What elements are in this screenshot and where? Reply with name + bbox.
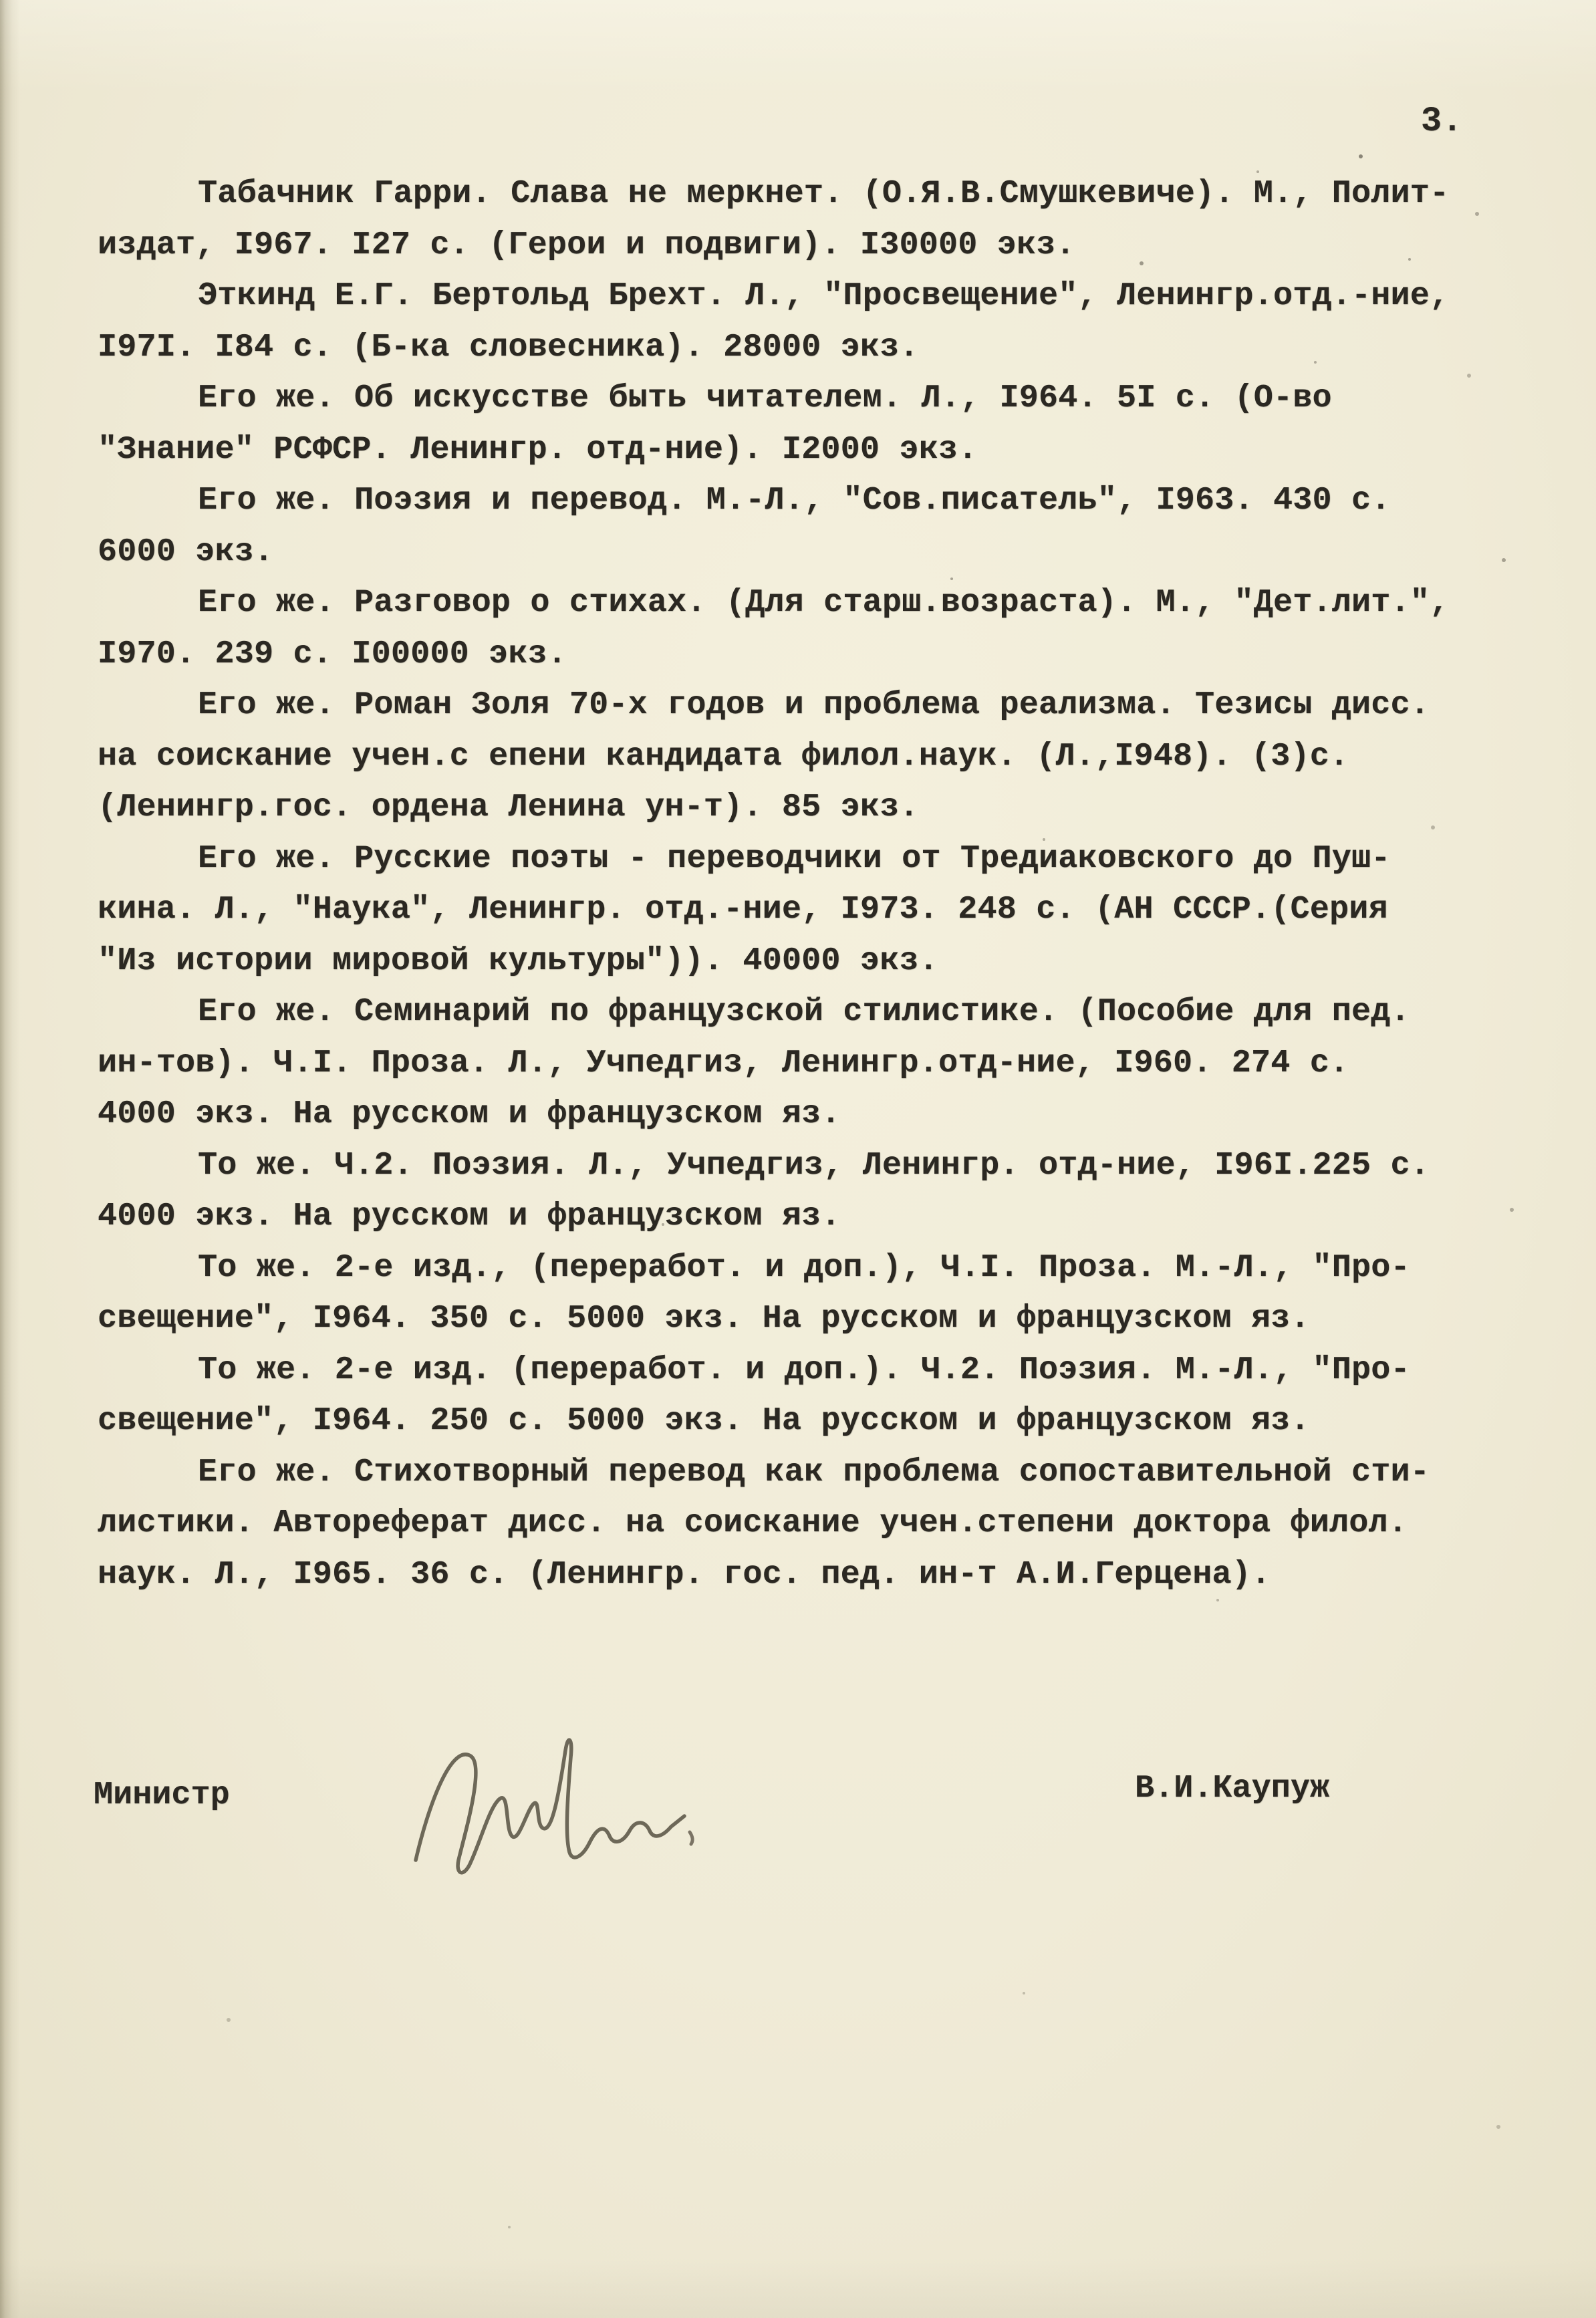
text-line: наук. Л., I965. 36 с. (Ленингр. гос. пед. ин-т А.И.Герцена). [98,1555,1271,1593]
page-number: 3. [1421,102,1463,141]
scan-noise [0,0,3,3]
text-line: Табачник Гарри. Слава не меркнет. (О.Я.В.Смушкевиче). М., Полит- [198,175,1450,212]
text-line: То же. 2-е изд., (переработ. и доп.), Ч.I. Проза. М.-Л., "Про- [198,1249,1410,1286]
text-line: 6000 экз. [98,533,274,570]
text-line: Его же. Поэзия и перевод. М.-Л., "Сов.писатель", I963. 430 с. [198,482,1391,519]
text-line: 4000 экз. На русском и французском яз. [98,1198,841,1235]
text-line: Его же. Роман Золя 70-х годов и проблема реализма. Тезисы дисс. [198,686,1430,723]
minister-signature [401,1701,715,1888]
text-line: 4000 экз. На русском и французском яз. [98,1096,841,1132]
text-line: Эткинд Е.Г. Бертольд Брехт. Л., "Просвещение", Ленингр.отд.-ние, [198,277,1450,314]
text-line: ин-тов). Ч.I. Проза. Л., Учпедгиз, Ленингр.отд-ние, I960. 274 с. [98,1044,1349,1081]
text-line: кина. Л., "Наука", Ленингр. отд.-ние, I973. 248 с. (АН СССР.(Серия [98,891,1388,928]
text-line: То же. 2-е изд. (переработ. и доп.). Ч.2. Поэзия. М.-Л., "Про- [198,1351,1410,1388]
text-line: Его же. Об искусстве быть читателем. Л., I964. 5I с. (О-во [198,380,1332,416]
text-line: издат, I967. I27 с. (Герои и подвиги). I30000 экз. [98,226,1075,263]
text-line: (Ленингр.гос. ордена Ленина ун-т). 85 экз. [98,789,919,825]
text-line: свещение", I964. 350 с. 5000 экз. На русском и французском яз. [98,1300,1310,1337]
bibliography-text [98,168,1508,1600]
text-line: I97I. I84 с. (Б-ка словесника). 28000 экз. [98,328,919,366]
text-line: Его же. Стихотворный перевод как проблема сопоставительной сти- [198,1453,1430,1491]
text-line: "Из истории мировой культуры")). 40000 экз. [98,942,938,979]
text-line: Его же. Разговор о стихах. (Для старш.возраста). М., "Дет.лит.", [198,584,1450,621]
text-line: Его же. Русские поэты - переводчики от Тредиаковского до Пуш- [198,840,1391,877]
text-line: Его же. Семинарий по французской стилистике. (Пособие для пед. [198,993,1410,1030]
text-line: "Знание" РСФСР. Ленингр. отд-ние). I2000 экз. [98,430,978,468]
minister-name: В.И.Каупуж [1135,1770,1330,1807]
minister-title: Министр [94,1777,230,1813]
text-line: на соискание учен.с епени кандидата филол.наук. (Л.,I948). (3)с. [98,737,1349,775]
text-line: листики. Автореферат дисс. на соискание учен.степени доктора филол. [98,1505,1408,1541]
text-line: I970. 239 с. I00000 экз. [98,635,567,672]
text-line: То же. Ч.2. Поэзия. Л., Учпедгиз, Ленингр. отд-ние, I96I.225 с. [198,1146,1430,1184]
text-line: свещение", I964. 250 с. 5000 экз. На русском и французском яз. [98,1402,1310,1439]
